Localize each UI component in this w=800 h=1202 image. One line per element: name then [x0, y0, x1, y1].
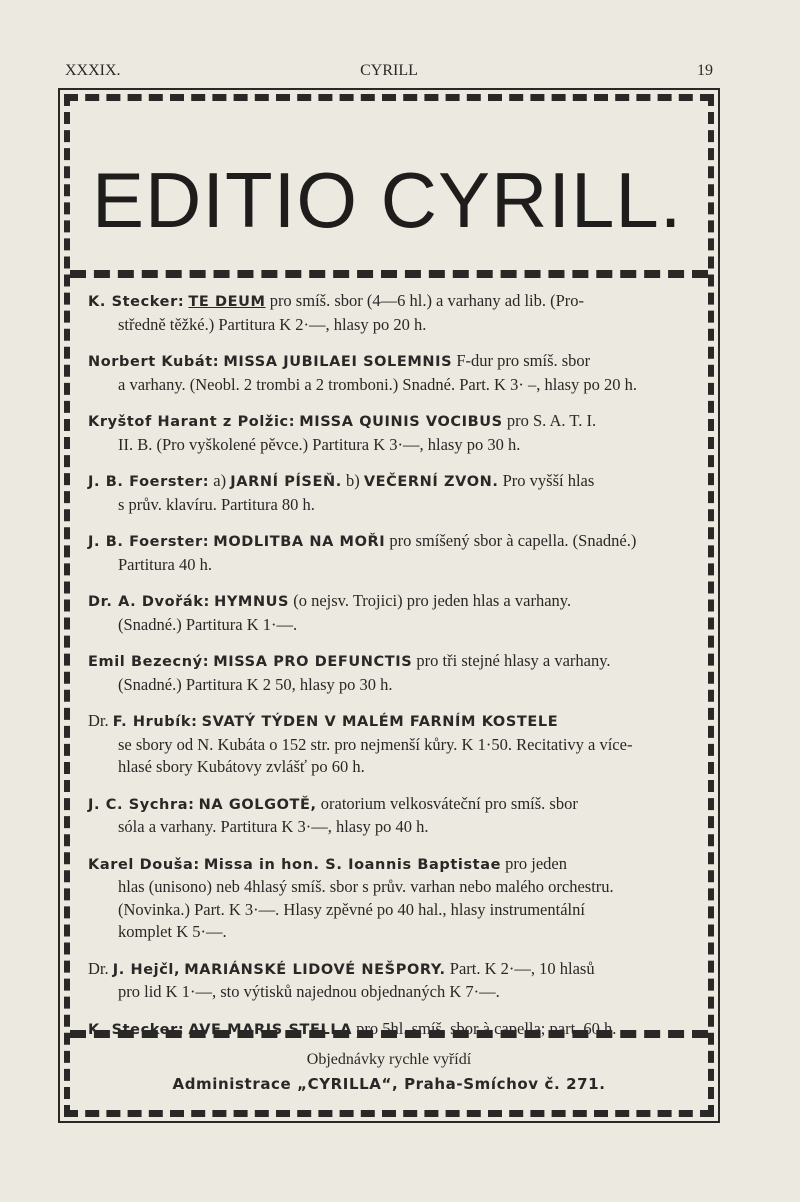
composer: J. Hejčl, [112, 961, 181, 978]
composer: Kryštof Harant z Polžic: [88, 414, 296, 430]
entry-text: (o nejsv. Trojici) pro jeden hlas a varhany. [289, 591, 572, 610]
entry-text: pro smíš. sbor (4—6 hl.) a varhany ad lib. (Pro- [265, 291, 585, 310]
catalog-entry [88, 590, 692, 636]
entry-continuation: (Snadné.) Partitura K 1·—. [118, 614, 298, 634]
page-number: 19 [697, 62, 713, 79]
work-title: VEČERNÍ ZVON. [363, 474, 499, 490]
catalog-entry [88, 853, 692, 944]
composer: K. Stecker: [88, 294, 185, 310]
entry-continuation: hlasé sbory Kubátovy zvlášť po 60 h. [118, 757, 365, 776]
work-title: SVATÝ TÝDEN V MALÉM FARNÍM KOSTELE [201, 714, 559, 730]
work-title: MARIÁNSKÉ LIDOVÉ NEŠPORY. [184, 961, 446, 978]
entry-text: pro smíšený sbor à capella. (Snadné.) [385, 531, 637, 550]
advertisement-frame [58, 88, 720, 1123]
work-title: MISSA QUINIS VOCIBUS [299, 414, 503, 430]
entry-continuation: středně těžké.) Partitura K 2·—, hlasy po 20 h. [118, 314, 427, 334]
entry-continuation: Partitura 40 h. [118, 554, 212, 574]
entry-continuation: pro lid K 1·—, sto výtisků najednou objednaných K 7·—. [118, 982, 500, 1001]
title-divider [70, 270, 708, 278]
entry-text: Dr. [88, 711, 113, 730]
entry-text: F-dur pro smíš. sbor [452, 351, 591, 370]
order-note: Objednávky rychle vyřídí [306, 1051, 472, 1068]
composer: J. C. Sychra: [88, 796, 195, 813]
entry-continuation: sóla a varhany. Partitura K 3·—, hlasy po 40 h. [118, 817, 429, 836]
entry-continuation: (Snadné.) Partitura K 2 50, hlasy po 30 h. [118, 674, 393, 694]
work-title: HYMNUS [214, 594, 290, 610]
entry-continuation: (Novinka.) Part. K 3·—. Hlasy zpěvné po 40 hal., hlasy instrumentální [118, 899, 585, 919]
entry-continuation: a varhany. (Neobl. 2 trombi a 2 tromboni.) Snadné. Part. K 3· –, hlasy po 20 h. [118, 374, 638, 394]
work-title: MISSA PRO DEFUNCTIS [213, 654, 413, 670]
entry-continuation: s prův. klavíru. Partitura 80 h. [118, 494, 315, 514]
composer: Dr. A. Dvořák: [88, 594, 210, 610]
entry-text: oratorium velkosváteční pro smíš. sbor [316, 793, 578, 813]
publisher-address: Administrace „CYRILLA“, Praha-Smíchov č. 271. [172, 1075, 606, 1093]
composer: J. B. Foerster: [88, 474, 210, 490]
entry-text: a) [209, 471, 231, 490]
catalog-entry [88, 470, 692, 516]
catalog-entry [88, 793, 692, 839]
work-title: MISSA JUBILAEI SOLEMNIS [223, 354, 453, 370]
catalog-list [88, 290, 692, 1055]
catalog-entry [88, 350, 692, 396]
entry-text: Pro vyšší hlas [498, 471, 595, 490]
journal-name: CYRILL [360, 62, 418, 79]
entry-continuation: II. B. (Pro vyškolené pěvce.) Partitura K 3·—, hlasy po 30 h. [118, 434, 521, 454]
entry-text: pro S. A. T. I. [502, 411, 597, 430]
order-footer [70, 1048, 708, 1096]
entry-continuation: se sbory od N. Kubáta o 152 str. pro nejmenší kůry. K 1·50. Recitativy a více- [118, 734, 633, 754]
catalog-entry [88, 530, 692, 576]
entry-text: Dr. [88, 958, 113, 978]
work-title: MODLITBA NA MOŘI [213, 534, 386, 550]
work-title: JARNÍ PÍSEŇ. [230, 474, 342, 490]
catalog-entry [88, 1018, 692, 1042]
composer: K. Stecker: [88, 1021, 185, 1038]
catalog-entry [88, 710, 692, 779]
page-header [65, 62, 713, 86]
composer: Karel Douša: [88, 856, 200, 873]
catalog-entry [88, 290, 692, 336]
entry-text: pro tři stejné hlasy a varhany. [412, 651, 611, 670]
work-title: Missa in hon. S. Ioannis Baptistae [203, 856, 502, 873]
entry-text: Part. K 2·—, 10 hlasů [445, 958, 595, 978]
volume-number: XXXIX. [65, 62, 121, 79]
catalog-entry [88, 958, 692, 1004]
catalog-entry [88, 410, 692, 456]
entry-continuation: hlas (unisono) neb 4hlasý smíš. sbor s prův. varhan nebo malého orchestru. [118, 877, 614, 896]
entry-continuation: komplet K 5·—. [118, 922, 227, 941]
ad-title: EDITIO CYRILL. [92, 156, 683, 244]
composer: Emil Bezecný: [88, 654, 210, 670]
work-title: AVE MARIS STELLA [188, 1021, 353, 1038]
composer: F. Hrubík: [112, 714, 198, 730]
entry-text: pro 5hl. smíš. sbor à capella; part. 60 h. [352, 1018, 617, 1038]
work-title: NA GOLGOTĚ, [198, 796, 317, 813]
entry-text: pro jeden [501, 853, 568, 873]
entry-text: b) [341, 471, 364, 490]
composer: J. B. Foerster: [88, 534, 210, 550]
work-title: TE DEUM [188, 294, 266, 310]
catalog-entry [88, 650, 692, 696]
composer: Norbert Kubát: [88, 354, 220, 370]
